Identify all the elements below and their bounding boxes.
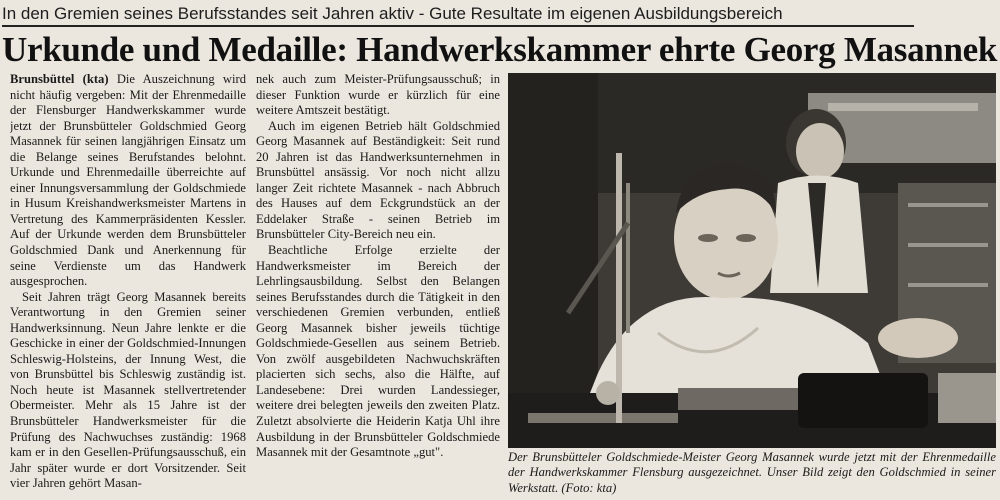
paragraph: Auch im eigenen Betrieb hält Goldschmied Georg Masannek auf Beständigkeit: Seit rund 20 Jahren ist das Handwerksunternehmen in Brunsbüttel ansässig. Vor noch nicht allzu langer Zeit richtete Masannek - nach Abbruch des Hauses auf dem Eckgrundstück an der Eddelaker Straße - seinen Betrieb im Brunsbütteler City-Bereich neu ein. [256, 118, 500, 242]
article-column-2 [256, 72, 500, 498]
paragraph: nek auch zum Meister-Prüfungsausschuß; in dieser Funktion wurde er kürzlich für eine weitere Amtszeit bestätigt. [256, 72, 500, 118]
photo-caption: Der Brunsbütteler Goldschmiede-Meister Georg Masannek wurde jetzt mit der Ehrenmedaille der Handwerkskammer Flensburg ausgezeichnet. Unser Bild zeigt den Goldschmied in seiner Werkstatt. (Foto: kta) [508, 450, 996, 495]
headline: Urkunde und Medaille: Handwerkskammer ehrte Georg Masannek [2, 30, 998, 69]
paragraph: Beachtliche Erfolge erzielte der Handwerksmeister im Bereich der Lehrlingsausbildung. Selbst den Belangen seines Berufsstandes durch die Tätigkeit in den verschiedenen Gremien verbunden, entließ Georg Masannek bisher jeweils tüchtige Goldschmiede-Gesellen aus seinem Betrieb. Von zwölf ausgebildeten Nachwuchskräften placierten sich sechs, also die Hälfte, auf Landesebene: Drei wurden Landessieger, weitere drei belegten jeweils den zweiten Platz. Zuletzt absolvierte die Heiderin Katja Uhl ihre Ausbildung in der Brunsbütteler Goldschmiede Masannek mit der Gesamtnote „gut". [256, 243, 500, 460]
paragraph-text: Die Auszeichnung wird nicht häufig vergeben: Mit der Ehrenmedaille der Flensburger Handwerkskammer wurde jetzt der Brunsbütteler Goldschmied Georg Masannek für seinen langjährigen Einsatz um die Belange seines Berufstandes belohnt. Urkunde und Ehrenmedaille überreichte auf einer Innungsversammlung der Goldschmiede in Husum Kreishandwerksmeister Martens in Vertretung des Kammerpräsidenten Kessler. Auf der Urkunde werden dem Brunsbütteler Goldschmied Dank und Anerkennung für seine Verdienste um das Handwerk ausgesprochen. [10, 72, 246, 289]
article-column-1 [10, 72, 246, 498]
photo-illustration [508, 73, 996, 448]
dateline: Brunsbüttel (kta) [10, 72, 109, 86]
kicker-line: In den Gremien seines Berufsstandes seit Jahren aktiv - Gute Resultate im eigenen Ausbildungsbereich [2, 3, 914, 27]
paragraph [10, 72, 246, 290]
paragraph: Seit Jahren trägt Georg Masannek bereits Verantwortung in den Gremien seiner Handwerksinnung. Neun Jahre lenkte er die Geschicke in einer der Goldschmied-Innungen Schleswig-Holsteins, der Innung West, die von Brunsbüttel bis Schleswig zuständig ist. Noch heute ist Masannek stellvertretender Obermeister. Mehr als 15 Jahre ist der Brunsbütteler Handwerksmeister für die Prüfung des Nachwuchses zuständig: 1968 kam er in den Gesellen-Prüfungsausschuß, ein Jahr später wurde er dort Vorsitzender. Seit vier Jahren gehört Masan- [10, 289, 246, 491]
photo-goldsmith-workshop [508, 73, 996, 448]
